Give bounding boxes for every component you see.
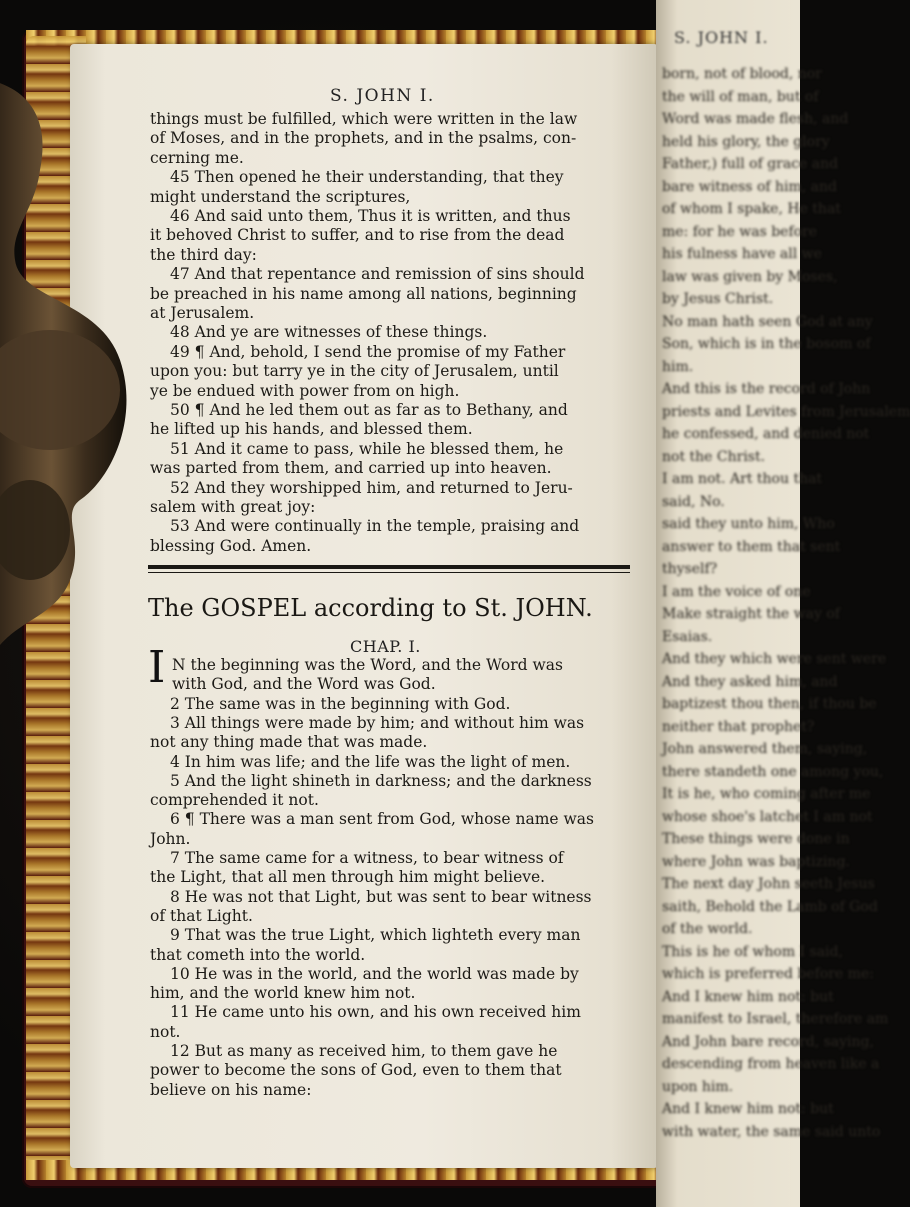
facing-text-line: This is he of whom I said,	[662, 943, 843, 960]
text-line: 50 ¶ And he led them out as far as to Bethany, and	[170, 401, 568, 419]
facing-text-line: held his glory, the glory	[662, 133, 830, 150]
text-line: of that Light.	[150, 906, 253, 925]
running-head: S. JOHN I.	[330, 86, 435, 106]
text-line: at Jerusalem.	[150, 304, 255, 322]
chapter-heading: CHAP. I.	[350, 637, 421, 656]
facing-text-line: And they asked him, and	[662, 673, 838, 690]
facing-text-line: Son, which is in the bosom of	[662, 336, 871, 352]
text-line: the Light, that all men through him might believe.	[150, 868, 546, 887]
facing-text-line: neither that prophet?	[662, 718, 815, 735]
facing-text-line: baptizest thou then, if thou be	[662, 696, 877, 712]
facing-text-line: And I knew him not: but	[662, 988, 834, 1005]
facing-text-line: The next day John seeth Jesus	[662, 876, 875, 892]
facing-text-line: Father,) full of grace and	[662, 156, 839, 172]
text-line: 2 The same was in the beginning with God.	[170, 694, 511, 713]
text-line: cerning me.	[150, 148, 244, 167]
facing-text-line: there standeth one among you,	[662, 763, 884, 780]
text-line: blessing God. Amen.	[150, 536, 312, 555]
facing-text-line: said, No.	[662, 493, 725, 510]
facing-text-line: whose shoe's latchet I am not	[662, 808, 873, 825]
text-line: 6 ¶ There was a man sent from God, whose name was	[170, 810, 594, 829]
facing-text-line: Make straight the way of	[662, 606, 840, 622]
text-line: that cometh into the world.	[150, 945, 366, 964]
text-line: salem with great joy:	[150, 498, 316, 516]
facing-page	[656, 0, 910, 1207]
text-line: things must be fulfilled, which were written in the law	[150, 110, 578, 128]
facing-text-line: by Jesus Christ.	[662, 291, 774, 307]
text-line: upon you: but tarry ye in the city of Jerusalem, until	[150, 362, 559, 381]
facing-text-line: It is he, who coming after me	[662, 786, 871, 802]
facing-text-line: said they unto him, Who	[662, 516, 835, 532]
thin-rule	[148, 572, 630, 573]
facing-text-line: bare witness of him, and	[662, 178, 837, 195]
facing-text-line: his fulness have all we	[662, 246, 822, 262]
text-line: 5 And the light shineth in darkness; and the darkness	[170, 771, 592, 790]
text-line: 12 But as many as received him, to them gave he	[170, 1042, 558, 1060]
text-line: the third day:	[150, 245, 257, 264]
facing-text-line: law was given by Moses,	[662, 268, 838, 285]
text-line: 49 ¶ And, behold, I send the promise of my Father	[170, 342, 566, 361]
drop-cap: I	[148, 642, 166, 693]
text-line: John.	[150, 829, 191, 848]
text-line: 53 And were continually in the temple, praising and	[170, 517, 580, 536]
facing-text-line: John answered them, saying,	[662, 741, 868, 757]
text-line: comprehended it not.	[150, 791, 319, 810]
facing-text-line: thyself?	[662, 561, 718, 577]
facing-text-line: him.	[662, 358, 694, 375]
text-line: ye be endued with power from on high.	[150, 381, 460, 400]
facing-text-line: Esaias.	[662, 628, 713, 645]
text-line: of Moses, and in the prophets, and in the psalms, con-	[150, 129, 577, 148]
text-line: 3 All things were made by him; and without him was	[170, 713, 585, 732]
facing-text-line: answer to them that sent	[662, 538, 841, 555]
text-line: 10 He was in the world, and the world was made by	[170, 964, 579, 983]
facing-text-line: And I knew him not: but	[662, 1101, 834, 1117]
facing-text-line: not the Christ.	[662, 448, 766, 465]
text-line: 51 And it came to pass, while he blessed them, he	[170, 439, 564, 458]
facing-text-line: And this is the record of John	[662, 381, 871, 397]
text-line: 48 And ye are witnesses of these things.	[170, 323, 488, 342]
facing-text-line: me: for he was before	[662, 223, 818, 240]
text-line: with God, and the Word was God.	[172, 675, 436, 694]
text-line: 7 The same came for a witness, to bear witness of	[170, 849, 564, 867]
text-line: power to become the sons of God, even to them that	[150, 1061, 562, 1080]
text-line: 4 In him was life; and the life was the light of men.	[170, 752, 571, 771]
facing-text-line: saith, Behold the Lamb of God	[662, 898, 878, 915]
text-line: not any thing made that was made.	[150, 733, 428, 752]
text-line: be preached in his name among all nations, beginning	[150, 284, 577, 303]
thick-rule	[148, 565, 630, 569]
facing-text-line: the will of man, but of	[662, 88, 819, 105]
facing-text-line: which is preferred before me:	[662, 966, 874, 982]
text-line: 52 And they worshipped him, and returned to Jeru-	[170, 478, 573, 497]
text-line: 9 That was the true Light, which lighteth every man	[170, 926, 581, 945]
facing-text-line: manifest to Israel, therefore am	[662, 1011, 889, 1027]
facing-text-line: he confessed, and denied not	[662, 426, 870, 442]
facing-text-line: upon him.	[662, 1078, 734, 1095]
text-line: 46 And said unto them, Thus it is written, and thus	[170, 207, 571, 225]
facing-text-line: priests and Levites from Jerusalem	[662, 403, 910, 420]
facing-text-line: Word was made flesh, and	[662, 111, 849, 127]
text-line: 8 He was not that Light, but was sent to bear witness	[170, 887, 592, 906]
text-line: him, and the world knew him not.	[150, 984, 416, 1003]
text-line: N the beginning was the Word, and the Word was	[172, 656, 563, 674]
facing-text-line: And John bare record, saying,	[662, 1033, 874, 1050]
facing-text-line: These things were done in	[662, 831, 850, 847]
facing-text-line: I am not. Art thou that	[662, 471, 823, 487]
text-line: 47 And that repentance and remission of sins should	[170, 265, 585, 284]
text-line: 11 He came unto his own, and his own received him	[170, 1003, 581, 1022]
facing-text-line: descending from heaven like a	[662, 1056, 880, 1072]
text-line: it behoved Christ to suffer, and to rise from the dead	[150, 226, 565, 245]
facing-text-line: where John was baptizing.	[662, 853, 850, 870]
text-line: he lifted up his hands, and blessed them.	[150, 420, 473, 439]
facing-text-line: I am the voice of one	[662, 583, 811, 600]
gospel-title: The GOSPEL according to St. JOHN.	[148, 594, 593, 622]
text-line: was parted from them, and carried up into heaven.	[150, 459, 552, 478]
text-line: 45 Then opened he their understanding, that they	[170, 168, 564, 187]
facing-page-head: S. JOHN I.	[674, 28, 769, 47]
text-line: might understand the scriptures,	[150, 187, 411, 206]
facing-text-line: No man hath seen God at any	[662, 313, 873, 330]
facing-text-line: of the world.	[662, 921, 753, 937]
facing-text-line: And they which were sent were	[662, 651, 887, 667]
facing-text-line: with water, the same said unto	[662, 1123, 881, 1140]
text-line: not.	[150, 1022, 181, 1041]
facing-text-line: born, not of blood, nor	[662, 66, 822, 82]
facing-text-line: of whom I spake, He that	[662, 201, 841, 217]
text-line: believe on his name:	[150, 1080, 312, 1099]
